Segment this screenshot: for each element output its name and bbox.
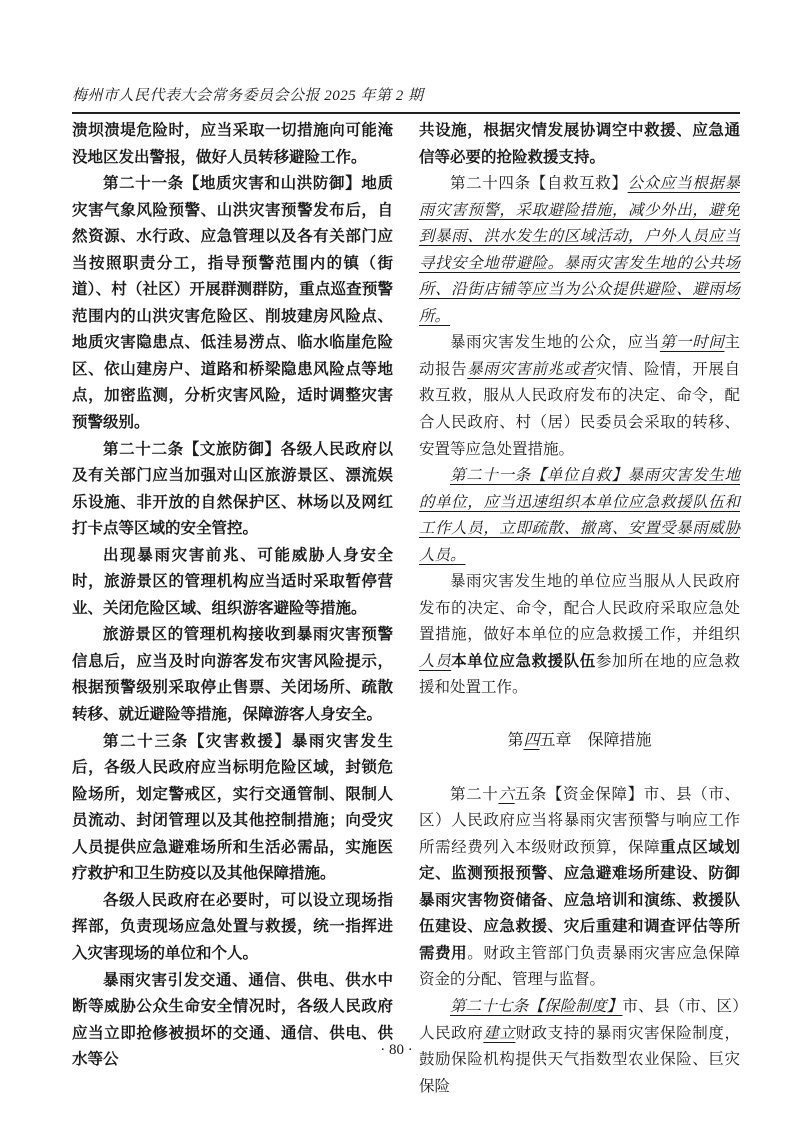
paragraph (72, 729, 393, 888)
paragraph (72, 543, 393, 623)
text-run-song: 灾情、险情，开展自救互救，服从人民政府发布的决定、命令，配合人民政府、村（居）民委员会采取的转移、安置等应急处置措施。 (419, 360, 740, 458)
left-column (72, 118, 393, 1100)
chapter-heading (419, 728, 740, 755)
paragraph (419, 569, 740, 702)
text-run-kai_u: 第二十一条【单位自救】暴雨灾害发生地的单位，应当迅速组织本单位应急救援队伍和工作人员，立即疏散、撤离、安置受暴雨威胁人员。 (419, 467, 740, 564)
paragraph (72, 437, 393, 543)
paragraph (419, 330, 740, 463)
text-run-hei: 第二十一条【地质灾害和山洪防御】地质灾害气象风险预警、山洪灾害预警发布后，自然资源、水行政、应急管理以及各有关部门应当按照职责分工，指导预警范围内的镇（街道）、村（社区）开展群测群防，重点巡查预警范围内的山洪灾害危险区、削坡建房风险点、地质灾害隐患点、低洼易涝点、临水临崖危险区、依山建房户、道路和桥梁隐患风险点等地点，加密监测，分析灾害风险，适时调整灾害预警级别。 (72, 175, 393, 432)
text-run-kai_u: 人员 (419, 652, 452, 670)
paragraph (72, 622, 393, 728)
text-run-hei: 各级人民政府在必要时，可以设立现场指挥部，负责现场应急处置与救援，统一指挥进入灾害现场的单位和个人。 (72, 891, 393, 962)
two-column-body (72, 118, 740, 1100)
text-run-song: 主动报告 (419, 334, 740, 378)
paragraph (419, 782, 740, 994)
text-run-hei: 出现暴雨灾害前兆、可能威胁人身安全时，旅游景区的管理机构应当适时采取暂停营业、关闭危险区域、组织游客避险等措施。 (72, 546, 393, 617)
paragraph (419, 118, 740, 171)
text-run-hei: 旅游景区的管理机构接收到暴雨灾害预警信息后，应当及时向游客发布灾害风险提示，根据预警级别采取停止售票、关闭场所、疏散转移、就近避险等措施，保障游客人身安全。 (72, 626, 393, 724)
text-run-hei: 第二十三条【灾害救援】暴雨灾害发生后，各级人民政府应当标明危险区域，封锁危险场所，划定警戒区，实行交通管制、限制人员流动、封闭管理以及其他控制措施；向受灾人员提供应急避难场所和生活必需品，实施医疗救护和卫生防疫以及其他保障措施。 (72, 732, 393, 883)
text-run-hei: 本单位应急救援队伍 (451, 652, 596, 670)
right-column (419, 118, 740, 1100)
text-run-kai_u: 第二十七条【保险制度】 (450, 997, 623, 1015)
paragraph (419, 171, 740, 330)
bulletin-title: 梅州市人民代表大会常务委员会公报 2025 年第 2 期 (72, 88, 424, 104)
paragraph (72, 171, 393, 436)
text-run-hei: 第二十二条【文旅防御】各级人民政府以及有关部门应当加强对山区旅游景区、漂流娱乐设施、非开放的自然保护区、林场以及网红打卡点等区域的安全管控。 (72, 440, 393, 538)
text-run-song: 第二十四条【自救互救】 (450, 175, 628, 193)
text-run-kai_u: 暴雨灾害前兆或者 (467, 360, 596, 378)
text-run-song: 五章 保障措施 (539, 732, 652, 750)
text-run-hei: 溃坝溃堤危险时，应当采取一切措施向可能淹没地区发出警报，做好人员转移避险工作。 (72, 122, 393, 166)
text-run-song: 市、县（市、区）人民政府 (419, 997, 740, 1042)
paragraph (72, 888, 393, 968)
text-run-hei: 暴雨灾害引发交通、通信、供电、供水中断等威胁公众生命安全情况时，各级人民政府应当立即抢修被损坏的交通、通信、供电、供水等公 (72, 971, 393, 1069)
text-run-song: 暴雨灾害发生地的单位应当服从人民政府发布的决定、命令，配合人民政府采取应急处置措施，做好本单位的应急救援工作，并组织 (419, 573, 740, 644)
text-run-kai_u: 建立 (483, 1024, 516, 1042)
text-run-kai_u: 第一时间 (659, 334, 725, 352)
text-run-hei: 共设施，根据灾情发展协调空中救援、应急通信等必要的抢险救援支持。 (419, 122, 740, 166)
text-run-kai_u: 公众应当根据暴雨灾害预警，采取避险措施，减少外出，避免到暴雨、洪水发生的区域活动，户外人员应当寻找安全地带避险。暴雨灾害发生地的公共场所、沿街店铺等应当为公众提供避险、避雨场所。 (419, 175, 740, 325)
paragraph (419, 463, 740, 569)
text-run-song: 第 (507, 732, 524, 750)
text-run-song: 参加所在地的应急救援和处置工作。 (419, 652, 740, 697)
text-run-song: 第二十 (450, 785, 499, 803)
paragraph (72, 118, 393, 171)
text-run-song: 五条【资金保障】市、县（市、区）人民政府应当将暴雨灾害预警与响应工作所需经费列入本级财政预算，保障 (419, 785, 740, 856)
text-run-kai_u: 六 (498, 785, 515, 803)
page-number: · 80 · (380, 1042, 413, 1058)
text-run-hei: 重点区域划定、监测预报预警、应急避难场所建设、防御暴雨灾害物资储备、应急培训和演练、救援队伍建设、应急救援、灾后重建和调查评估等所需费用 (419, 838, 740, 962)
text-run-song: 。财政主管部门负责暴雨灾害应急保障资金的分配、管理与监督。 (419, 944, 740, 989)
text-run-kai_u: 四 (523, 732, 540, 750)
text-run-song: 暴雨灾害发生地的公众，应当 (450, 334, 660, 352)
page-header (72, 84, 740, 114)
header-rule (72, 112, 740, 114)
text-run-song: 财政支持的暴雨灾害保险制度，鼓励保险机构提供天气指数型农业保险、巨灾保险 (419, 1024, 740, 1095)
